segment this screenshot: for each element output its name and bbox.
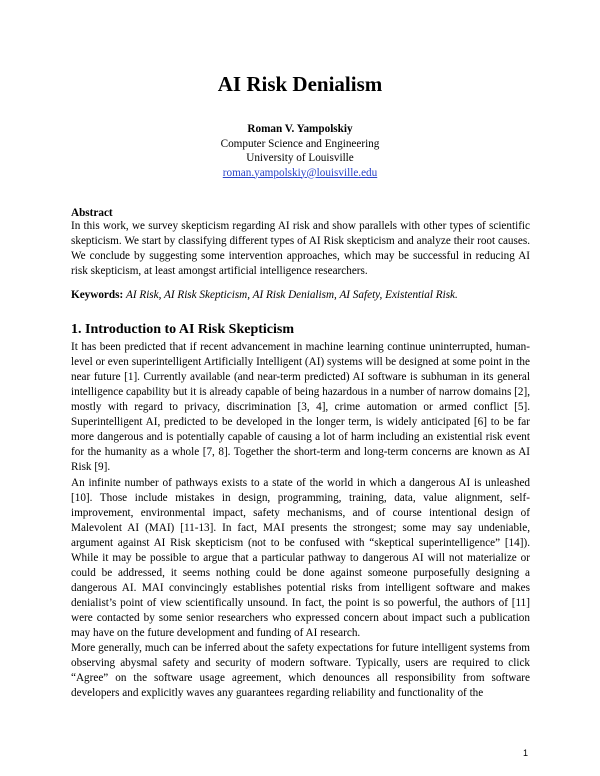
author-name: Roman V. Yampolskiy <box>247 123 353 135</box>
body-paragraph-3: More generally, much can be inferred about the safety expectations for future intelligent systems from observing abysmal safety and security of modern software. Typically, users are required to click “Agree” on the software usage agreement, which denounces all responsibility from software developers and explicitly waves any guarantees regarding reliability and functionality of the <box>71 642 530 699</box>
keywords-line <box>71 288 530 303</box>
author-block <box>0 122 600 180</box>
body-paragraph-1: It has been predicted that if recent advancement in machine learning continue uninterrupted, human-level or even superintelligent Artificially Intelligent (AI) systems will be designed at some point in the near future [1]. Currently available (and near-term predicted) AI software is subhuman in its general intelligence capability but it is already capable of being hazardous in a number of narrow domains [2], mostly with regard to privacy, discrimination [3, 4], crime automation or armed conflict [5]. Superintelligent AI, predicted to be developed in the longer term, is widely anticipated [6] to be far more dangerous and is potentially capable of causing a lot of harm including an existential risk event for the humanity as a whole [7, 8]. Together the short-term and long-term concerns are known as AI Risk [9]. <box>71 341 530 473</box>
body-paragraph-2: An infinite number of pathways exists to a state of the world in which a dangerous AI is unleashed [10]. Those include mistakes in design, programming, training, data, value alignment, self-improvement, environmental impact, safety mechanisms, and of course intentional design of Malevolent AI (MAI) [11-13]. In fact, MAI presents the strongest; some may say undeniable, argument against AI Risk skepticism (not to be confused with “skeptical superintelligence” [14]). While it may be possible to argue that a particular pathway to dangerous AI will not materialize or could be addressed, it seems nothing could be done against someone purposefully designing a dangerous AI. MAI convincingly establishes potential risks from intelligent software and makes denialist’s point of view scientifically unsound. In fact, the point is so powerful, the authors of [11] were contacted by some senior researchers who expressed concern about impact such a publication may have on the future development and funding of AI research. <box>71 477 530 639</box>
keywords-values: AI Risk, AI Risk Skepticism, AI Risk Denialism, AI Safety, Existential Risk. <box>126 289 458 301</box>
keywords-label: Keywords: <box>71 289 124 301</box>
paper-title: AI Risk Denialism <box>217 72 383 96</box>
page-number: 1 <box>523 748 529 758</box>
author-email-link[interactable]: roman.yampolskiy@louisville.edu <box>222 166 378 179</box>
abstract-heading: Abstract <box>71 207 113 219</box>
author-department: Computer Science and Engineering <box>220 137 380 150</box>
author-institution: University of Louisville <box>246 152 354 164</box>
section-heading: 1. Introduction to AI Risk Skepticism <box>71 322 295 337</box>
abstract-text: In this work, we survey skepticism regarding AI risk and show parallels with other types of scientific skepticism. We start by classifying different types of AI Risk skepticism and analyze their root causes. We conclude by suggesting some intervention approaches, which may be successful in reducing AI risk skepticism, at least amongst artificial intelligence researchers. <box>71 220 530 277</box>
